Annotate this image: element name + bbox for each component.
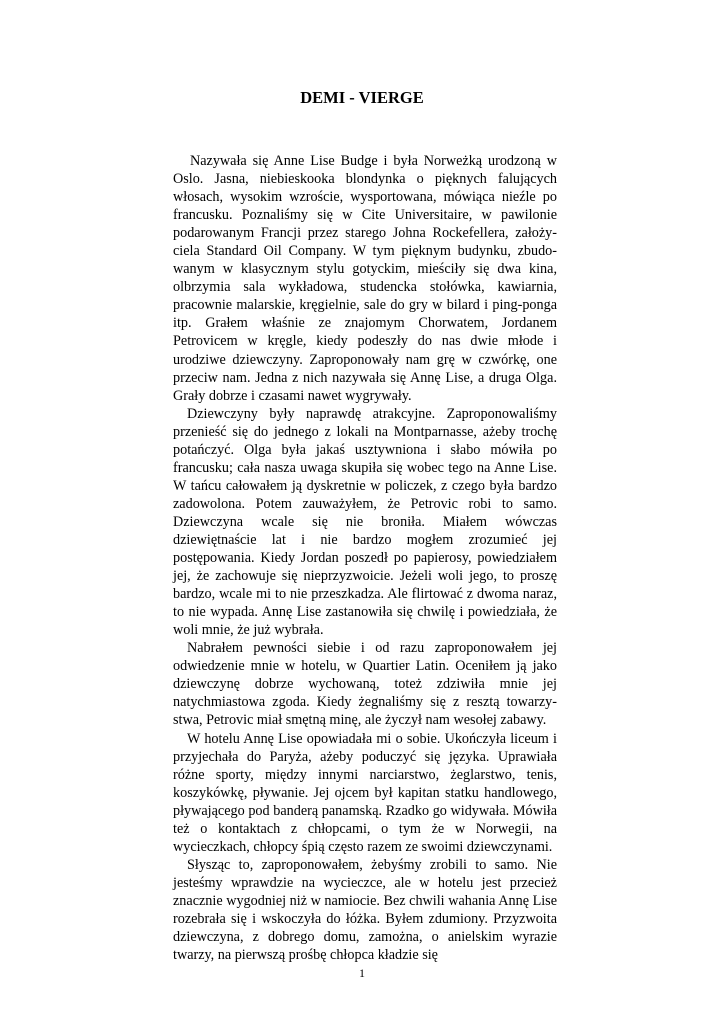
paragraph: Dziewczyny były naprawdę atrakcyjne. Zaproponowaliśmy przenieść się do jednego z lokali na Montparnasse, ażeby trochę potańczyć. Olga była jakaś usztywniona i słabo mówiła po francusku; cała nasza uwaga skupiła się wobec tego na Anne Lise. W tańcu całowałem ją dyskretnie w policzek, z czego była bardzo zadowolona. Potem zauważyłem, że Petrovic robi to samo. Dziewczyna wcale się nie broniła. Miałem wówczas dziewiętnaście lat i nie bardzo mogłem zrozumieć jej postępowania. Kiedy Jordan poszedł po papierosy, powiedziałem jej, że zachowuje się nieprzyzwoicie. Jeżeli woli jego, to proszę bardzo, wcale mi to nie przeszkadza. Ale flirtować z dwoma naraz, to nie wypada. Annę Lise zastanowiła się chwilę i powiedziała, że woli mnie, że już wybrała. [173,405,557,639]
paragraph: Nabrałem pewności siebie i od razu zaproponowałem jej odwiedzenie mnie w hotelu, w Quartier Latin. Oceniłem ją jako dziewczynę dobrze wychowaną, toteż zdziwiła mnie jej natychmiastowa zgoda. Kiedy żegnaliśmy się z resztą towarzystwa, Petrovic miał smętną minę, ale życzył nam wesołej zabawy. [173,640,557,729]
page-title: DEMI - VIERGE [300,88,424,107]
paragraph: W hotelu Annę Lise opowiadała mi o sobie. Ukończyła liceum i przyjechała do Paryża, ażeby poduczyć się języka. Uprawiała różne sporty, między innymi narciarstwo, żeglarstwo, tenis, koszykówkę, pływanie. Jej ojcem był kapitan statku handlowego, pływającego pod banderą panamską. Rzadko go widywała. Mówiła też o kontaktach z chłopcami, o tym że w Norwegii, na wycieczkach, chłopcy śpią często razem ze swoimi dziewczynami. [173,730,557,855]
paragraph: Nazywała się Anne Lise Budge i była Norweżką urodzoną w Oslo. Jasna, niebieskooka blondynka o pięknych falujących włosach, wysokim wzroście, wysportowana, mówiąca nieźle po francusku. Poznaliśmy się w Cite Universitaire, w pawilonie podarowanym Francji przez starego Johna Rockefellera, założyciela Standard Oil Company. W tym pięknym budynku, zbudowanym w klasycznym stylu gotyckim, mieściły się dwa kina, olbrzymia sala wykładowa, studencka stołówka, kawiarnia, pracownie malarskie, kręgielnie, sale do gry w bilard i ping-ponga itp. Grałem właśnie ze znajomym Chorwatem, Jordanem Petrovicem w kręgle, kiedy podeszły do nas dwie młode i urodziwe dziewczyny. Zaproponowały nam grę w czwórkę, one przeciw nam. Jedna z nich nazywała się Annę Lise, a druga Olga. Grały dobrze i czasami nawet wygrywały. [173,153,557,404]
paragraph: Słysząc to, zaproponowałem, żebyśmy zrobili to samo. Nie jesteśmy wprawdzie na wycieczce, ale w hotelu jest przecież znacznie wygodniej niż w namiocie. Bez chwili wahania Annę Lise rozebrała się i wskoczyła do łóżka. Byłem zdumiony. Przyzwoita dziewczyna, z dobrego domu, zamożna, o anielskim wyrazie twarzy, na pierwszą prośbę chłopca kładzie się [173,856,557,964]
body-text [173,152,557,964]
page-number: 1 [359,966,365,980]
